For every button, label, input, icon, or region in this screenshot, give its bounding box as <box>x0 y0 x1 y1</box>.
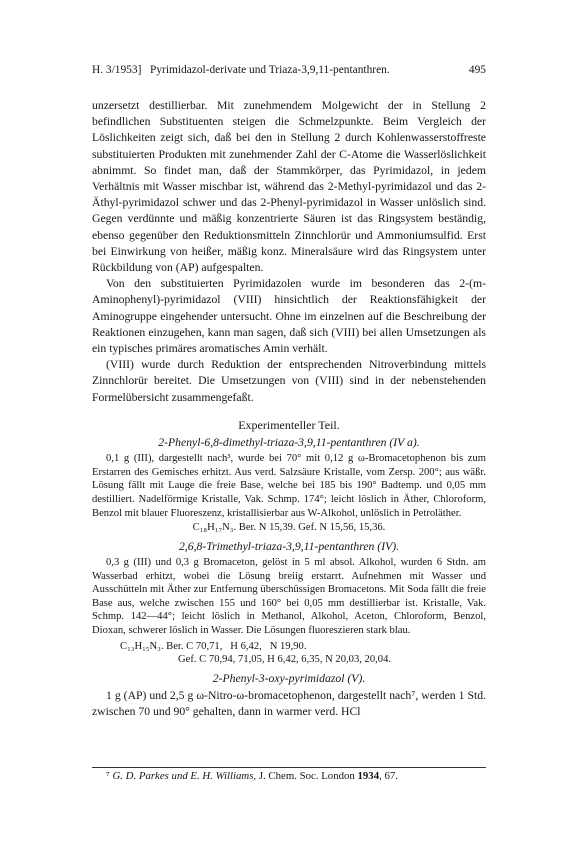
header-title: Pyrimidazol-derivate und Triaza-3,9,11-pentanthren. <box>150 64 390 76</box>
footnote-marker: ⁷ <box>106 770 110 782</box>
footnote <box>106 770 486 783</box>
page-number: 495 <box>468 64 486 76</box>
paragraph-2: Von den substituierten Pyrimidazolen wurde im besonderen das 2-(m-Aminophenyl)-pyrimidazol (VIII) hinsichtlich der Reaktionsfähigkeit der Aminogruppe eingehender untersucht. Ohne im einzelnen auf die Beschreibung der Reaktionen einzugehen, kann man sagen, daß sich (VIII) bei allen Umsetzungen als ein typisches primäres aromatisches Amin verhält. <box>92 277 486 356</box>
footnote-rule <box>92 767 486 768</box>
compound-3-procedure: 1 g (AP) und 2,5 g ω-Nitro-ω-bromacetophenon, dargestellt nach⁷, werden 1 Std. zwischen 70 und 90° gehalten, dann in warmer verd. HCl <box>92 688 486 719</box>
compound-1-procedure: 0,1 g (III), dargestellt nach³, wurde bei 70° mit 0,12 g ω-Bromacetophenon bis zum Erstarren des Gemisches erhitzt. Aus verd. Salzsäure Kristalle, vom Zersp. 200°; aus wäßr. Lösung fällt mit Lauge die freie Base, welche bei 185 bis 190° Badtemp. und 0,05 mm destilliert. Nadelförmige Kristalle, Vak. Schmp. 174°; leicht löslich in Äther, Chloroform, Benzol mit blauer Fluoreszenz, kristallisierbar aus W-Alkohol, unlöslich in Petroläther. <box>92 453 486 519</box>
paragraph-1: unzersetzt destillierbar. Mit zunehmendem Molgewicht der in Stellung 2 befindlichen Substituenten steigen die Schmelzpunkte. Beim Vergleich der Löslichkeiten zeigt sich, daß bei den in Stellung 2 durch Kohlenwasserstoffreste substituierten Produkten mit zunehmender Zahl der C-Atome die Wasserlöslichkeit abnimmt. So findet man, daß der Stammkörper, das Pyrimidazol, in jedem Verhältnis mit Wasser mischbar ist, während das 2-Methyl-pyrimidazol und das 2-Äthyl-pyrimidazol schwer und das 2-Phenyl-pyrimidazol in Wasser unlöslich sind. Gegen verdünnte und mäßig konzentrierte Säuren ist das Ringsystem beständig, ebenso gegenüber den Reduktionsmitteln Zinnchlorür und Ammoniumsulfid. Erst bei Einwirkung von heißer, mäßig konz. Mineralsäure wird das Ringsystem unter Rückbildung von (AP) aufgespalten. <box>92 99 486 275</box>
section-heading: Experimenteller Teil. <box>238 417 340 432</box>
paragraph-3: (VIII) wurde durch Reduktion der entsprechenden Nitroverbindung mittels Zinnchlorür bereitet. Die Umsetzungen von (VIII) sind in der nebenstehenden Formelübersicht zusammengefaßt. <box>92 358 486 404</box>
compound-2-title: 2,6,8-Trimethyl-triaza-3,9,11-pentanthren (IV). <box>178 539 400 553</box>
compound-2-calc: C₁₃H₁₅N₃. Ber. C 70,71, H 6,42, N 19,90. <box>120 640 307 652</box>
running-header <box>92 64 486 78</box>
main-text <box>92 98 486 720</box>
footnote-year: 1934 <box>357 770 380 782</box>
compound-1-title: 2-Phenyl-6,8-dimethyl-triaza-3,9,11-pentanthren (IV a). <box>158 436 420 450</box>
footnote-pages: , 67. <box>379 770 398 782</box>
compound-2-found: Gef. C 70,94, 71,05, H 6,42, 6,35, N 20,03, 20,04. <box>178 654 392 666</box>
footnote-citation: J. Chem. Soc. London <box>256 770 358 782</box>
compound-3-title: 2-Phenyl-3-oxy-pyrimidazol (V). <box>212 671 366 685</box>
compound-2-procedure: 0,3 g (III) und 0,3 g Bromaceton, gelöst in 5 ml absol. Alkohol, wurden 6 Stdn. am Wasserbad erhitzt, wobei die Lösung breiig erstarrt. Aufnehmen mit Wasser und Ausschütteln mit Äther zur Entfernung überschüssigen Bromacetons. Mit Soda fällt die freie Base aus, welche zwischen 155 und 160° bei 0,05 mm destillierbar ist. Kristalle, Vak. Schmp. 142—44°; leicht löslich in Methanol, Alkohol, Aceton, Chloroform, Benzol, Dioxan, schwerer löslich in Wasser. Die Lösungen fluoreszieren stark blau. <box>92 557 486 636</box>
footnote-authors: G. D. Parkes und E. H. Williams, <box>112 770 257 782</box>
header-issue: H. 3/1953] <box>92 64 142 76</box>
compound-1-analysis: C₁₈H₁₇N₃. Ber. N 15,39. Gef. N 15,56, 15,36. <box>192 522 386 534</box>
